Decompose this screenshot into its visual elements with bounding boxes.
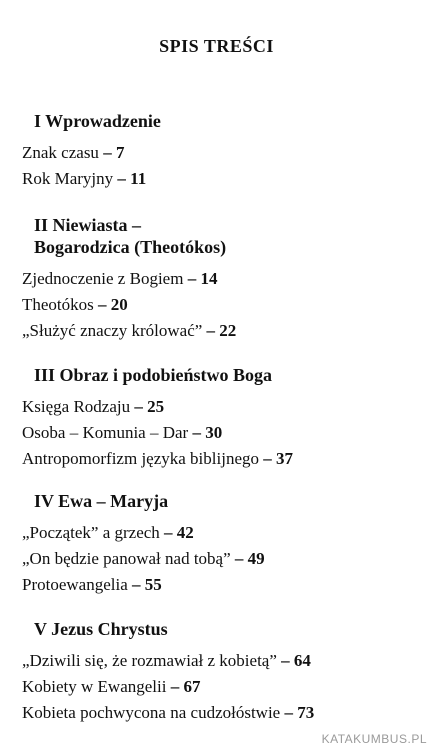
- entry-page-number: 55: [144, 575, 162, 594]
- entry-title: Rok Maryjny: [22, 169, 114, 188]
- entry-separator: –: [187, 269, 197, 288]
- section-heading: V Jezus Chrystus: [34, 619, 168, 639]
- toc-entry: [22, 318, 422, 344]
- entry-separator: –: [192, 423, 201, 442]
- page-title: SPIS TREŚCI: [159, 36, 274, 56]
- entry-title: Znak czasu: [22, 143, 99, 162]
- section-heading: IV Ewa – Maryja: [34, 491, 169, 511]
- toc-entry: [22, 446, 422, 472]
- toc-section: [22, 490, 422, 598]
- entry-page-number: 67: [183, 677, 201, 696]
- section-heading-line: II Niewiasta –: [34, 215, 141, 235]
- entry-title: Księga Rodzaju: [22, 397, 131, 416]
- entry-page-number: 25: [147, 397, 165, 416]
- toc-section: [22, 618, 422, 726]
- entry-separator: –: [134, 397, 143, 416]
- entry-title: Protoewangelia: [22, 575, 128, 594]
- entry-title: Kobiety w Ewangelii: [22, 677, 167, 696]
- entry-page-number: 20: [110, 295, 128, 314]
- entry-separator: –: [98, 295, 107, 314]
- entry-separator: –: [103, 143, 112, 162]
- section-heading: I Wprowadzenie: [34, 111, 161, 131]
- toc-entry: [22, 648, 422, 674]
- entry-page-number: 22: [219, 321, 237, 340]
- toc-section: [22, 110, 422, 192]
- entry-separator: –: [263, 449, 272, 468]
- entry-title: „Początek” a grzech: [22, 523, 160, 542]
- entry-title: Kobieta pochwycona na cudzołóstwie: [22, 703, 281, 722]
- entry-separator: –: [206, 321, 216, 340]
- toc-entry: [22, 140, 422, 166]
- entry-separator: –: [284, 703, 293, 722]
- section-heading: [34, 214, 422, 258]
- entry-page-number: 30: [205, 423, 223, 442]
- entry-page-number: 42: [176, 523, 194, 542]
- section-heading-line: Bogarodzica (Theotókos): [34, 237, 227, 257]
- toc-entry: [22, 572, 422, 598]
- entry-page-number: 11: [130, 169, 147, 188]
- entry-page-number: 7: [115, 143, 125, 162]
- toc-entry: [22, 546, 422, 572]
- section-heading: III Obraz i podobieństwo Boga: [34, 365, 273, 385]
- entry-page-number: 73: [297, 703, 315, 722]
- entry-title: „Służyć znaczy królować”: [22, 321, 203, 340]
- toc-entry: [22, 700, 422, 726]
- entry-page-number: 64: [293, 651, 311, 670]
- toc-entry: [22, 520, 422, 546]
- toc-section: [22, 214, 422, 344]
- entry-separator: –: [234, 549, 244, 568]
- entry-title: „Dziwili się, że rozmawiał z kobietą”: [22, 651, 277, 670]
- entry-title: Theotókos: [22, 295, 94, 314]
- watermark: KATAKUMBUS.PL: [321, 732, 427, 746]
- entry-page-number: 49: [247, 549, 265, 568]
- entry-page-number: 14: [200, 269, 218, 288]
- toc-entry: [22, 266, 422, 292]
- toc-section: [22, 364, 422, 472]
- toc-entry: [22, 292, 422, 318]
- toc-entry: [22, 420, 422, 446]
- entry-title: „On będzie panował nad tobą”: [22, 549, 231, 568]
- entry-title: Antropomorfizm języka biblijnego: [22, 449, 259, 468]
- entry-separator: –: [117, 169, 126, 188]
- entry-separator: –: [132, 575, 141, 594]
- entry-separator: –: [281, 651, 290, 670]
- entry-title: Zjednoczenie z Bogiem: [22, 269, 184, 288]
- toc-entry: [22, 166, 422, 192]
- toc-entry: [22, 674, 422, 700]
- entry-title: Osoba – Komunia – Dar: [22, 423, 189, 442]
- entry-separator: –: [170, 677, 180, 696]
- entry-page-number: 37: [276, 449, 293, 468]
- toc-entry: [22, 394, 422, 420]
- entry-separator: –: [164, 523, 173, 542]
